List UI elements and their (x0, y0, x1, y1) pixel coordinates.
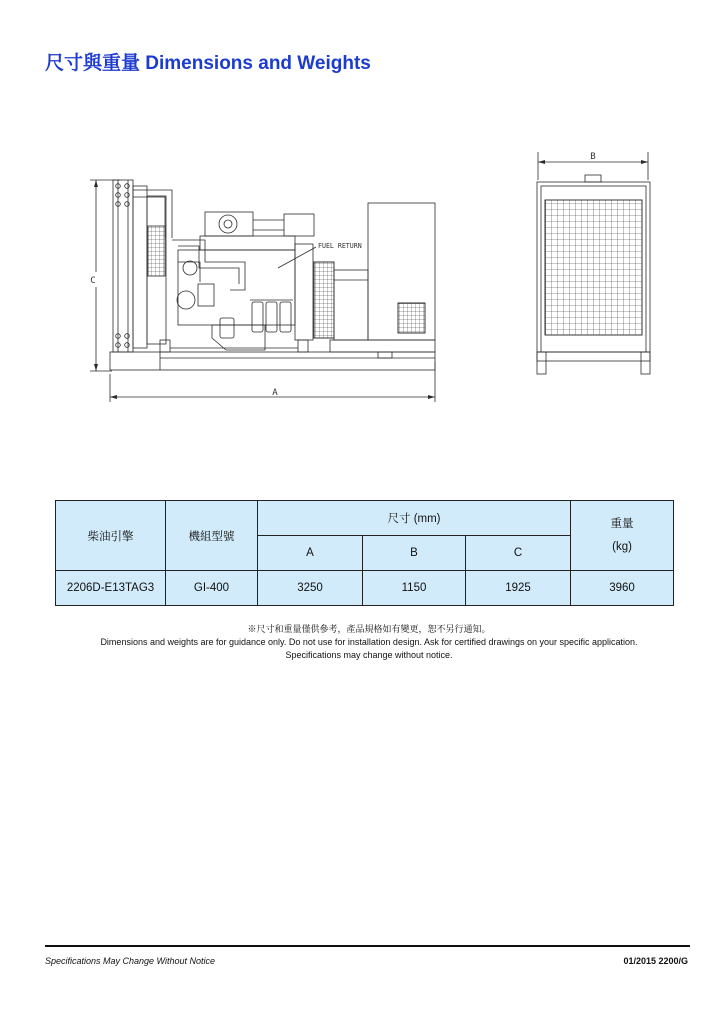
page-title: 尺寸與重量 Dimensions and Weights (45, 53, 371, 74)
base-lug (378, 352, 392, 358)
bolt-hole (125, 202, 130, 207)
dimension-arrow (641, 160, 648, 164)
radiator-core (133, 186, 147, 348)
filter-canister (266, 302, 277, 332)
side-view-drawing (90, 180, 435, 402)
generator-drawings (0, 0, 724, 420)
front-base-foot (641, 352, 650, 374)
note-specifications: Specifications may change without notice. (285, 650, 453, 660)
cell-dim-a: 3250 (258, 571, 363, 606)
header-genset-model: 機組型號 (166, 501, 258, 571)
control-box (368, 203, 435, 340)
width-dimension-b (538, 152, 648, 180)
filter-canister (280, 302, 291, 332)
turbocharger (219, 215, 237, 233)
front-base-rail (537, 352, 650, 361)
footer-divider (45, 945, 690, 947)
charging-alternator (198, 284, 214, 306)
control-panel-vent (398, 303, 425, 333)
turbocharger-housing (205, 212, 253, 236)
header-dim-c: C (466, 536, 571, 571)
dimension-label-c: C (90, 276, 96, 286)
charge-air-pipe (178, 246, 239, 284)
dimension-arrow (94, 364, 98, 371)
bolt-hole (125, 193, 130, 198)
dimension-arrow (94, 180, 98, 187)
crank-pulley (177, 291, 195, 309)
air-filter (284, 214, 314, 236)
bolt-hole (125, 334, 130, 339)
header-dim-b: B (363, 536, 466, 571)
dimension-label-b: B (590, 152, 596, 162)
footer-document-code: 01/2015 2200/G (623, 956, 688, 966)
front-view-drawing (537, 152, 650, 374)
footer-disclaimer: Specifications May Change Without Notice (45, 956, 216, 966)
table-row (56, 571, 674, 606)
alternator (314, 262, 368, 340)
note-guidance: Dimensions and weights are for guidance only. Do not use for installation design. Ask for certified drawings on your specific application. (100, 637, 638, 647)
front-grille-mesh (545, 200, 642, 335)
height-dimension-c (90, 180, 120, 371)
fan-guard-mesh (148, 226, 165, 276)
header-dimensions: 尺寸 (mm) (258, 501, 571, 536)
cell-weight: 3960 (571, 571, 674, 606)
bolt-hole (125, 343, 130, 348)
cell-engine: 2206D-E13TAG3 (56, 571, 166, 606)
dimension-arrow (428, 395, 435, 399)
cell-dim-c: 1925 (466, 571, 571, 606)
oil-filters (250, 300, 293, 332)
disclaimer-notes (44, 623, 694, 662)
length-dimension-a (110, 362, 435, 402)
dimension-label-a: A (272, 388, 278, 398)
rocker-cover (200, 236, 295, 250)
radiator (113, 180, 172, 352)
header-weight-label: 重量 (610, 517, 634, 530)
dimension-arrow (538, 160, 545, 164)
header-dim-a: A (258, 536, 363, 571)
engine (172, 212, 314, 350)
engine-mount (298, 340, 308, 352)
base-rail (110, 352, 435, 370)
front-radiator-grille (537, 182, 650, 352)
front-base-foot (537, 352, 546, 374)
header-weight (571, 501, 674, 571)
cell-dim-b: 1150 (363, 571, 466, 606)
base-frame (110, 340, 435, 370)
header-weight-unit: (kg) (612, 540, 632, 553)
flywheel-housing (295, 244, 313, 340)
filter-canister (252, 302, 263, 332)
fuel-return-label: FUEL RETURN (318, 242, 362, 250)
charge-air-pipe (172, 240, 245, 290)
note-chinese: ※尺寸和重量僅供參考，產品規格如有變更，恕不另行通知。 (247, 624, 491, 634)
table-header-row (56, 501, 674, 536)
fuel-filter (220, 318, 234, 338)
cell-genset-model: GI-400 (166, 571, 258, 606)
engine-block (178, 250, 295, 325)
front-base (537, 352, 650, 374)
dimension-arrow (110, 395, 117, 399)
bolt-hole (125, 184, 130, 189)
alternator-air-grille (314, 262, 334, 338)
fan-pulley (183, 261, 197, 275)
dimensions-weights-table (55, 500, 674, 606)
engine-mount (160, 340, 170, 352)
header-engine: 柴油引擎 (56, 501, 166, 571)
alternator-pedestal (330, 340, 435, 352)
alternator-housing (334, 270, 368, 340)
turbocharger-hub (224, 220, 232, 228)
lifting-eye (585, 175, 601, 182)
